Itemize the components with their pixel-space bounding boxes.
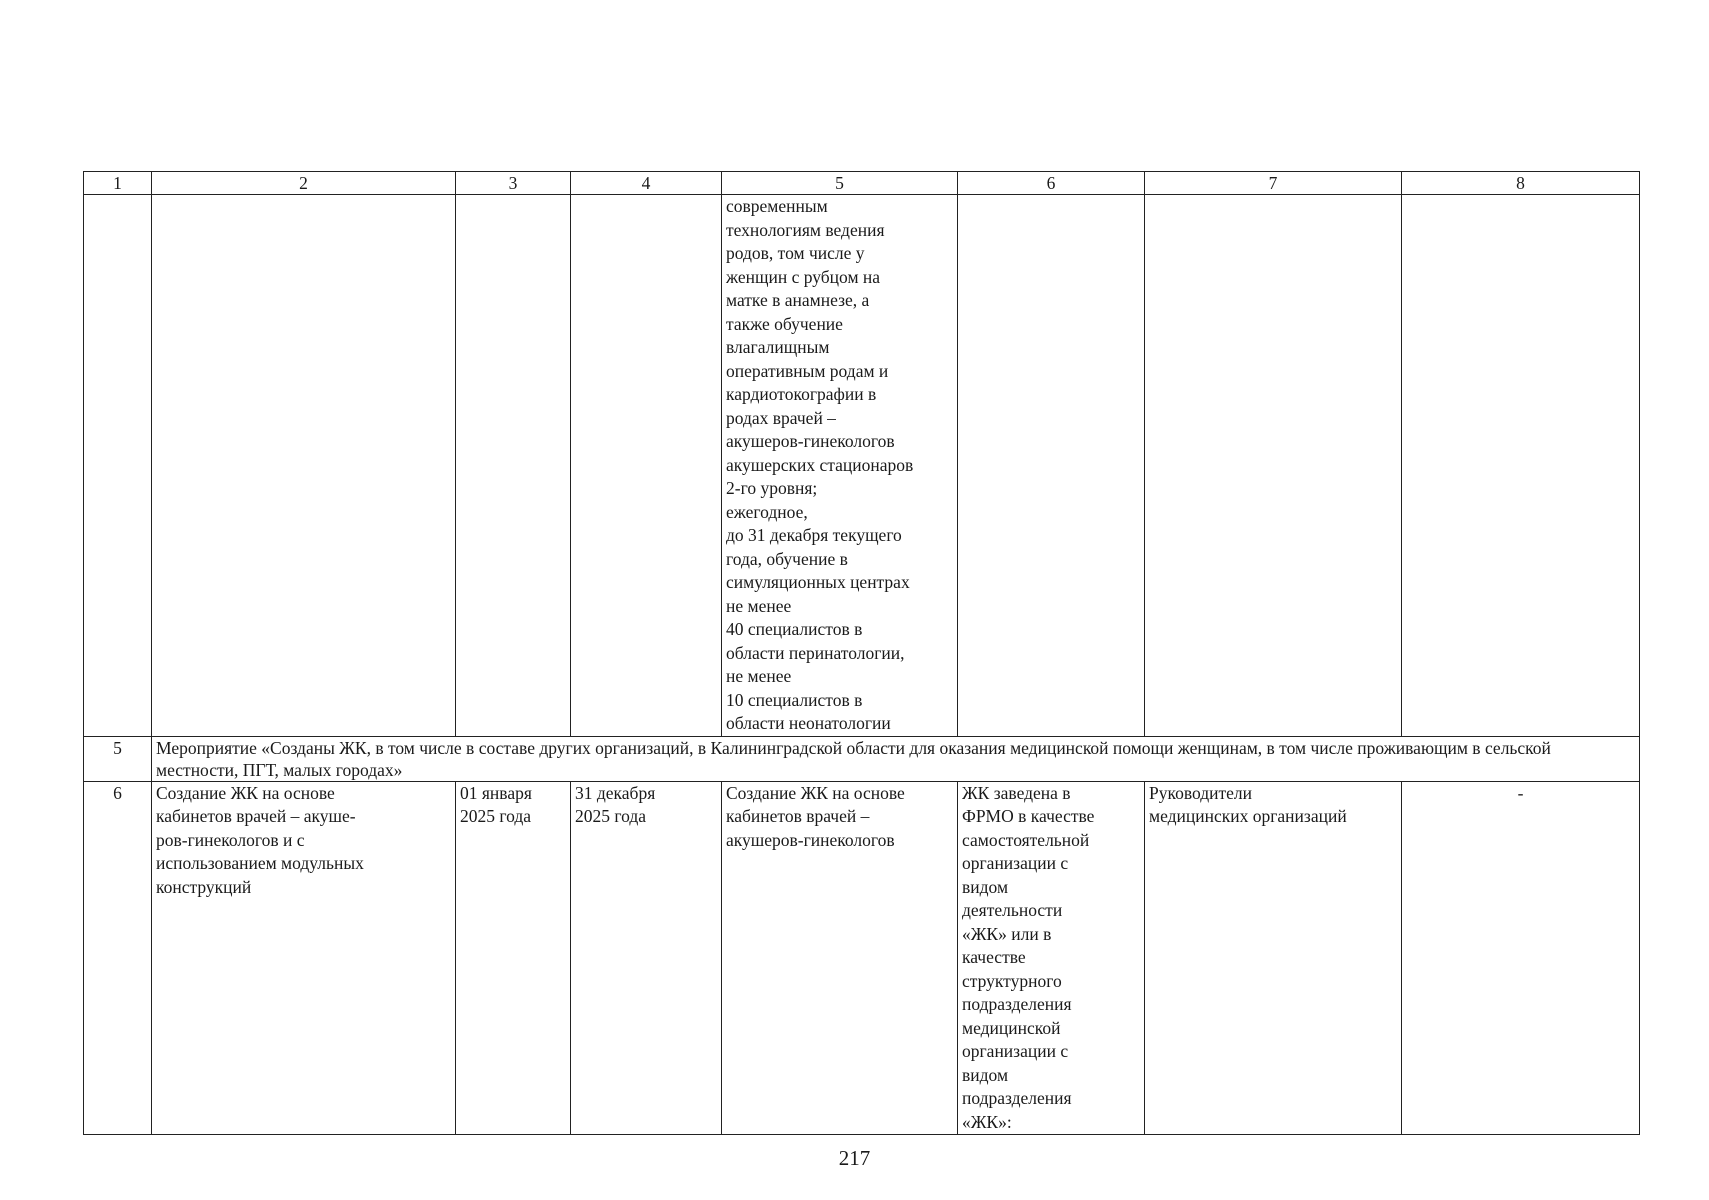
plan-table [83,171,1640,1135]
text-line: области перинатологии, [726,642,905,663]
header-col-2: 2 [152,172,456,195]
text-line: «ЖК»: [962,1111,1012,1132]
page-number: 217 [838,1146,871,1170]
text-line: качестве [962,947,1026,967]
text-line: конструкций [156,876,252,897]
text-line: области неонатологии [726,713,891,733]
info-system: - [1402,781,1640,1135]
cell-empty [456,195,571,737]
text-line: ежегодное, [726,501,808,522]
result-text [722,781,958,1135]
text-line: кардиотокографии в [726,384,877,404]
text-line: до 31 декабря текущего [726,525,902,545]
text-line: деятельности [962,900,1063,920]
header-col-1: 1 [84,172,152,195]
text-line: не менее [726,666,792,686]
text-line: родов, том числе у [726,243,865,263]
confirmation-document [958,781,1145,1135]
header-col-7: 7 [1145,172,1402,195]
table-row-6 [84,781,1640,1135]
end-date [571,781,722,1135]
cell-empty [958,195,1145,737]
text-line: видом [962,876,1009,897]
table-row-continuation [84,195,1640,737]
header-col-4: 4 [571,172,722,195]
text-line: ФРМО в качестве [962,806,1095,826]
text-line: «ЖК» или в [962,923,1052,944]
text-line: кабинетов врачей – акуше- [156,806,356,826]
row-number: 6 [84,781,152,1135]
cell-empty [1402,195,1640,737]
text-line: 2025 года [575,806,647,826]
event-title: Мероприятие «Созданы ЖК, в том числе в составе других организаций, в Калининградской области для оказания медицинской помощи женщинам, в том числе проживающим в сельской местности, ПГТ, малых городах» [152,736,1640,781]
text-line: Руководители [1149,782,1253,803]
text-line: 2-го уровня; [726,478,818,498]
text-line: современным [726,196,828,216]
text-line: 31 декабря [575,782,656,803]
cell-empty [571,195,722,737]
text-line: видом [962,1064,1009,1085]
text-line: кабинетов врачей – [726,806,870,826]
text-line: медицинской [962,1017,1061,1038]
text-line: года, обучение в [726,548,848,569]
text-line: родах врачей – [726,407,836,428]
text-line: организации с [962,853,1069,873]
text-line: ЖК заведена в [962,782,1071,803]
text-line: акушеров-гинекологов [726,431,895,451]
activity-name [152,781,456,1135]
header-col-3: 3 [456,172,571,195]
text-line: самостоятельной [962,829,1090,850]
text-line: влагалищным [726,337,830,357]
text-line: медицинских организаций [1149,806,1347,826]
text-line: подразделения [962,994,1072,1014]
text-line: 2025 года [460,806,532,826]
text-line: акушерских стационаров [726,454,914,475]
text-line: женщин с рубцом на [726,266,881,287]
responsible-executor [1145,781,1402,1135]
text-line: Создание ЖК на основе [726,782,905,803]
text-line: ров-гинекологов и с [156,829,305,850]
row-number: 5 [84,736,152,781]
header-col-6: 6 [958,172,1145,195]
cell-empty [152,195,456,737]
text-line: технологиям ведения [726,219,885,240]
text-line: не менее [726,595,792,616]
cell-empty [1145,195,1402,737]
continuation-result-text [722,195,958,737]
text-line: оперативным родам и [726,360,889,381]
text-line: структурного [962,970,1062,991]
text-line: симуляционных центрах [726,572,910,592]
text-line: Создание ЖК на основе [156,782,335,803]
table-row-event [84,736,1640,781]
text-line: акушеров-гинекологов [726,829,895,850]
text-line: 10 специалистов в [726,689,863,710]
cell-empty [84,195,152,737]
header-col-5: 5 [722,172,958,195]
text-line: подразделения [962,1088,1072,1108]
text-line: также обучение [726,313,843,334]
text-line: матке в анамнезе, а [726,290,870,310]
table-header-row [84,172,1640,195]
text-line: 01 января [460,782,532,803]
start-date [456,781,571,1135]
header-col-8: 8 [1402,172,1640,195]
text-line: организации с [962,1041,1069,1061]
text-line: 40 специалистов в [726,619,863,639]
text-line: использованием модульных [156,853,364,873]
